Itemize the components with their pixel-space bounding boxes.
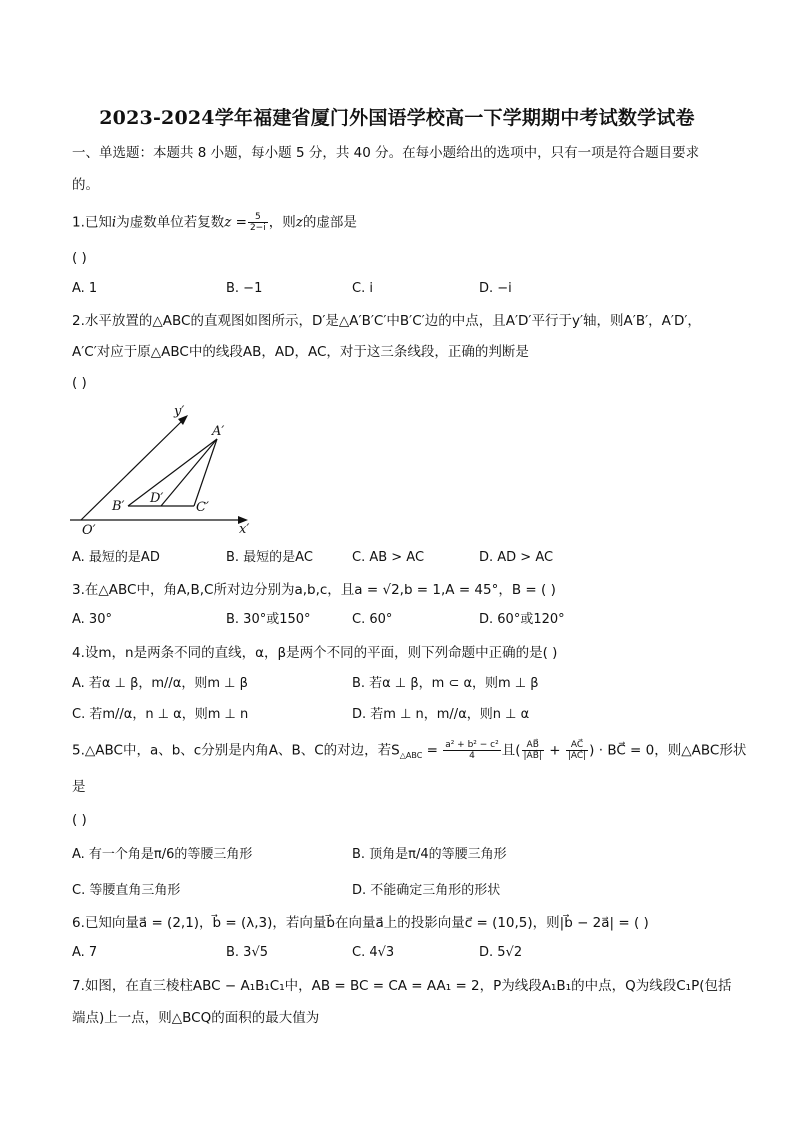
q5-plus: +: [544, 742, 565, 759]
label-y: y′: [174, 404, 185, 419]
exam-title: 2023-2024学年福建省厦门外国语学校高一下学期期中考试数学试卷: [99, 107, 695, 129]
label-d: D′: [150, 491, 164, 506]
q5-v1-den: |AB⃗|: [523, 751, 542, 761]
q2-option-b: B. 最短的是AC: [226, 550, 313, 565]
q2-stem-line1: 2.水平放置的△ABC的直观图如图所示，D′是△A′B′C′中B′C′边的中点，且A′D′平行于y′轴，则A′B′，A′D′，: [72, 313, 701, 329]
q1-option-c: C. i: [352, 281, 373, 296]
q6-option-a: A. 7: [72, 945, 98, 960]
q2-option-a: A. 最短的是AD: [72, 550, 160, 565]
q2-option-d: D. AD > AC: [479, 550, 554, 565]
q1-frac-num: 5: [248, 212, 268, 223]
q1-fraction: [248, 212, 268, 233]
q4-option-a: A. 若α ⊥ β，m//α，则m ⊥ β: [72, 676, 248, 691]
q5-option-a: A. 有一个角是π/6的等腰三角形: [72, 847, 253, 862]
q1-paren: ( ): [72, 250, 87, 266]
y-axis: [81, 419, 184, 520]
q5-option-b: B. 顶角是π/4的等腰三角形: [352, 847, 507, 862]
q1-stem-pre: 1.已知: [72, 214, 112, 231]
section-heading-line2: 的。: [72, 177, 99, 193]
q1-stem-post: ，则: [268, 214, 296, 231]
label-b: B′: [112, 499, 125, 514]
q3-option-b: B. 30°或150°: [226, 612, 311, 627]
q5-unit-vector-ac: [566, 740, 588, 761]
q5-pre: 5.△ABC中，a、b、c分别是内角A、B、C的对边，若S: [72, 742, 400, 759]
q1-i: i: [111, 214, 117, 231]
segment-a-b: [128, 439, 217, 506]
q5-area-fraction: [443, 740, 501, 761]
q4-option-d: D. 若m ⊥ n，m//α，则n ⊥ α: [352, 707, 530, 722]
q4-option-b: B. 若α ⊥ β，m ⊂ α，则m ⊥ β: [352, 676, 539, 691]
q3-option-a: A. 30°: [72, 612, 112, 627]
q5-v1-num: AB⃗: [522, 740, 544, 751]
q5-eq: =: [422, 742, 443, 759]
q1-option-a: A. 1: [72, 281, 98, 296]
q5-option-c: C. 等腰直角三角形: [72, 883, 181, 898]
q7-stem-line2: 端点)上一点，则△BCQ的面积的最大值为: [72, 1010, 320, 1026]
q4-stem: 4.设m，n是两条不同的直线，α，β是两个不同的平面，则下列命题中正确的是( ): [72, 645, 558, 661]
q1-frac-den: 2−i: [249, 223, 266, 233]
q6-stem: 6.已知向量a⃗ = (2,1)，b⃗ = (λ,3)，若向量b⃗在向量a⃗上的投影向量c⃗ = (10,5)，则|b⃗ − 2a⃗| = ( ): [72, 915, 649, 931]
q7-stem-line1: 7.如图，在直三棱柱ABC − A₁B₁C₁中，AB = BC = CA = AA₁ = 2，P为线段A₁B₁的中点，Q为线段C₁P(包括: [72, 978, 732, 994]
q3-option-c: C. 60°: [352, 612, 393, 627]
q1-stem-mid: 为虚数单位若复数: [116, 214, 225, 231]
segment-a-c: [194, 439, 217, 506]
q5-frac-den: 4: [469, 751, 475, 761]
q1-stem: [72, 212, 357, 233]
q5-stem-line2: 是: [72, 779, 86, 795]
label-x: x′: [239, 522, 250, 537]
q2-stem-line2: A′C′对应于原△ABC中的线段AB，AD，AC，对于这三条线段，正确的判断是: [72, 344, 529, 360]
label-a: A′: [212, 424, 225, 439]
q6-option-c: C. 4√3: [352, 945, 395, 960]
q5-option-d: D. 不能确定三角形的形状: [352, 883, 501, 898]
segment-a-d: [161, 439, 217, 506]
q5-v2-num: AC⃗: [566, 740, 588, 751]
q1-z: z: [295, 214, 303, 231]
q5-paren: ( ): [72, 812, 87, 828]
q5-sub: △ABC: [399, 751, 423, 761]
q5-stem: [72, 740, 746, 765]
q2-paren: ( ): [72, 375, 87, 391]
q4-option-c: C. 若m//α，n ⊥ α，则m ⊥ n: [72, 707, 249, 722]
q5-v2-den: |AC⃗|: [567, 751, 587, 761]
q2-option-c: C. AB > AC: [352, 550, 425, 565]
section-heading-line1: 一、单选题：本题共 8 小题，每小题 5 分，共 40 分。在每小题给出的选项中，只有一项是符合题目要求: [72, 145, 700, 161]
q5-unit-vector-ab: [522, 740, 544, 761]
q5-mid: 且(: [501, 742, 521, 759]
label-o: O′: [82, 523, 96, 538]
q6-option-d: D. 5√2: [479, 945, 523, 960]
q1-stem-end: 的虚部是: [302, 214, 357, 231]
label-c: C′: [196, 500, 209, 515]
q3-stem: 3.在△ABC中，角A,B,C所对边分别为a,b,c，且a = √2,b = 1,A = 45°，B = ( ): [72, 582, 556, 598]
q1-option-b: B. −1: [226, 281, 263, 296]
q5-post: ) · BC⃗ = 0，则△ABC形状: [589, 742, 747, 759]
q6-option-b: B. 3√5: [226, 945, 269, 960]
q1-option-d: D. −i: [479, 281, 512, 296]
q1-eq: z =: [224, 214, 247, 231]
q3-option-d: D. 60°或120°: [479, 612, 565, 627]
q2-oblique-figure: [68, 403, 258, 538]
q5-frac-num: a² + b² − c²: [445, 740, 499, 750]
